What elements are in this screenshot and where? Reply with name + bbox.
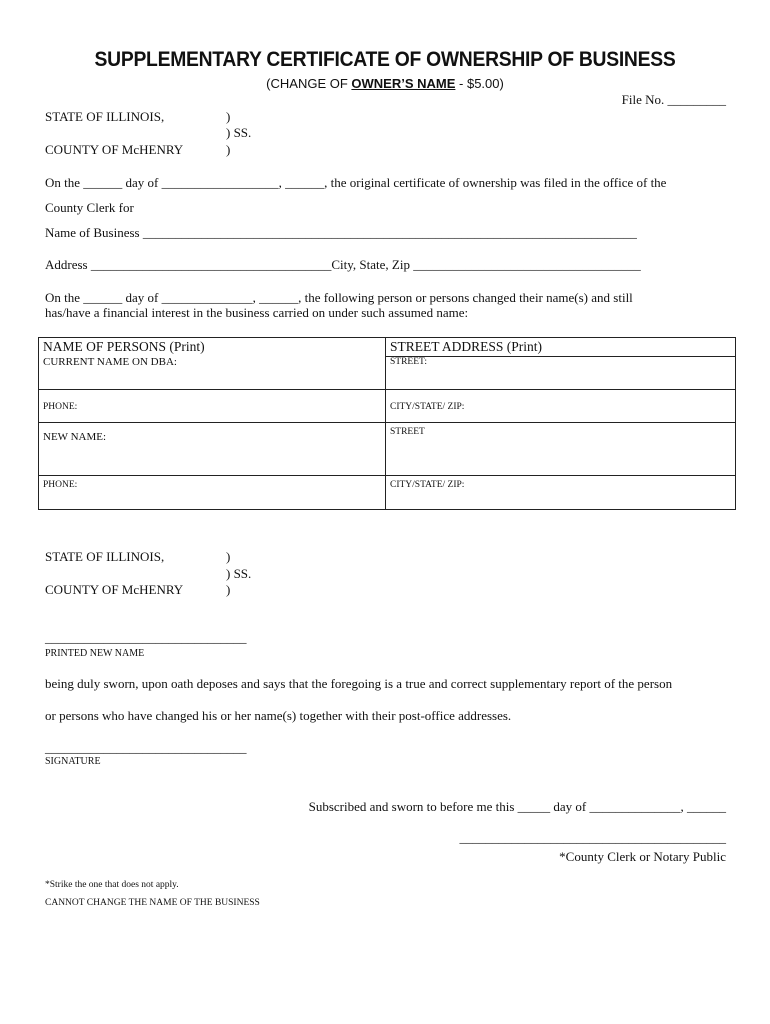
street-cell[interactable] (386, 338, 736, 390)
original-filing-date-line[interactable]: On the ______ day of __________________, ______, the original certificate of ownership was filed in the office of the (45, 175, 667, 190)
venue-paren-top: ) (226, 109, 231, 124)
venue-paren-top: ) (226, 549, 231, 564)
street-label: STREET: (390, 357, 427, 367)
new-city-label: CITY/STATE/ ZIP: (390, 480, 465, 490)
new-phone-label: PHONE: (43, 480, 78, 490)
oath-statement-line1: being duly sworn, upon oath deposes and says that the foregoing is a true and correct supplementary report of the person (45, 676, 673, 691)
new-name-cell[interactable] (39, 423, 386, 476)
table-row (39, 338, 736, 390)
table-row (39, 423, 736, 476)
new-phone-cell[interactable] (39, 476, 386, 510)
notary-signature-line[interactable]: _________________________________________ (459, 830, 726, 845)
cannot-change-note: CANNOT CHANGE THE NAME OF THE BUSINESS (45, 898, 260, 908)
subtitle-prefix: (CHANGE OF (266, 76, 352, 91)
phone-label: PHONE: (43, 402, 78, 412)
subtitle-fee: - $5.00) (455, 76, 504, 91)
city-cell[interactable] (386, 390, 736, 423)
address-field[interactable]: Address _____________________________________City, State, Zip ___________________________________ (45, 257, 641, 272)
city-label: CITY/STATE/ ZIP: (390, 402, 465, 412)
table-row (39, 476, 736, 510)
current-name-cell[interactable] (39, 338, 386, 390)
table-row (39, 390, 736, 423)
printed-name-line[interactable]: _______________________________ (45, 630, 247, 645)
subscribed-sworn-line[interactable]: Subscribed and sworn to before me this _____ day of ______________, ______ (308, 799, 726, 814)
name-of-business-field[interactable]: Name of Business ____________________________________________________________________________ (45, 225, 637, 240)
new-city-cell[interactable] (386, 476, 736, 510)
subtitle-owner-name: OWNER’S NAME (351, 76, 456, 91)
county-clerk-line: County Clerk for (45, 200, 134, 215)
strike-note: *Strike the one that does not apply. (45, 880, 179, 890)
persons-table (38, 337, 736, 510)
col-header-name: NAME OF PERSONS (Print) (43, 339, 205, 354)
form-title: SUPPLEMENTARY CERTIFICATE OF OWNERSHIP OF BUSINESS (94, 48, 676, 71)
venue-state: STATE OF ILLINOIS, (45, 549, 165, 564)
form-subtitle (0, 76, 770, 91)
venue-ss: ) SS. (226, 566, 252, 581)
new-name-label: NEW NAME: (43, 431, 107, 443)
new-street-label: STREET (390, 427, 425, 437)
venue-county: COUNTY OF McHENRY (45, 142, 184, 157)
signature-label: SIGNATURE (45, 756, 101, 767)
notary-label: *County Clerk or Notary Public (559, 849, 726, 864)
oath-statement-line2: or persons who have changed his or her name(s) together with their post-office addresses. (45, 708, 512, 723)
signature-line[interactable]: _______________________________ (45, 740, 247, 755)
venue-state: STATE OF ILLINOIS, (45, 109, 165, 124)
financial-interest-line: has/have a financial interest in the business carried on under such assumed name: (45, 305, 469, 320)
name-change-date-line[interactable]: On the ______ day of ______________, ______, the following person or persons changed their name(s) and still (45, 290, 633, 305)
printed-name-label: PRINTED NEW NAME (45, 648, 145, 659)
file-number-field[interactable]: File No. _________ (621, 92, 726, 107)
col-header-address: STREET ADDRESS (Print) (386, 338, 735, 357)
venue-county: COUNTY OF McHENRY (45, 582, 184, 597)
venue-paren-bottom: ) (226, 582, 231, 597)
venue-ss: ) SS. (226, 125, 252, 140)
current-name-label: CURRENT NAME ON DBA: (43, 356, 177, 368)
new-street-cell[interactable] (386, 423, 736, 476)
phone-cell[interactable] (39, 390, 386, 423)
venue-paren-bottom: ) (226, 142, 231, 157)
